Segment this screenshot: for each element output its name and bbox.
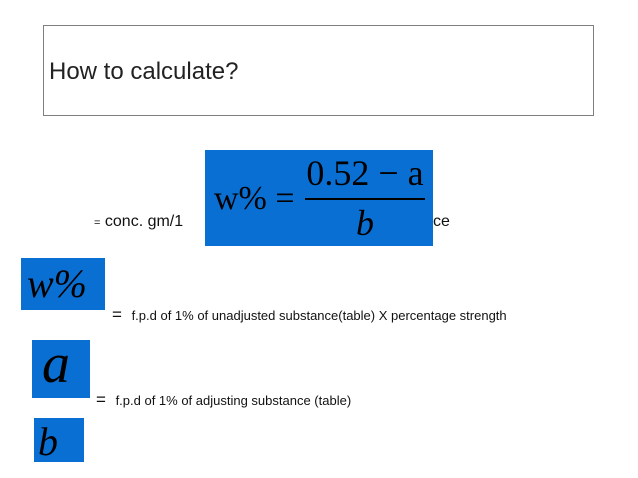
description-w-text: f.p.d of 1% of unadjusted substance(table) X percentage strength [131, 308, 507, 323]
description-a-equals: = [96, 390, 106, 409]
description-a-text: f.p.d of 1% of adjusting substance (table) [115, 393, 352, 408]
definition-line [94, 212, 183, 233]
definition-text: conc. gm/1 [104, 213, 184, 230]
formula-image [205, 150, 433, 246]
description-w [112, 306, 507, 325]
definition-tail: ce [433, 213, 450, 230]
symbol-w-percent [21, 258, 105, 310]
description-a [96, 391, 351, 410]
formula-lhs: w% = [214, 180, 295, 217]
symbol-b [34, 418, 84, 462]
description-w-equals: = [112, 305, 122, 324]
fraction-bar [305, 198, 425, 200]
slide-title: How to calculate? [49, 58, 239, 85]
formula-numerator: 0.52 − a [306, 153, 424, 193]
symbol-a [32, 333, 90, 398]
symbol-w-text: w% [27, 261, 87, 306]
symbol-b-text: b [38, 419, 58, 464]
definition-equals: = [94, 217, 101, 229]
symbol-a-text: a [42, 333, 70, 395]
formula-denominator: b [356, 203, 374, 243]
